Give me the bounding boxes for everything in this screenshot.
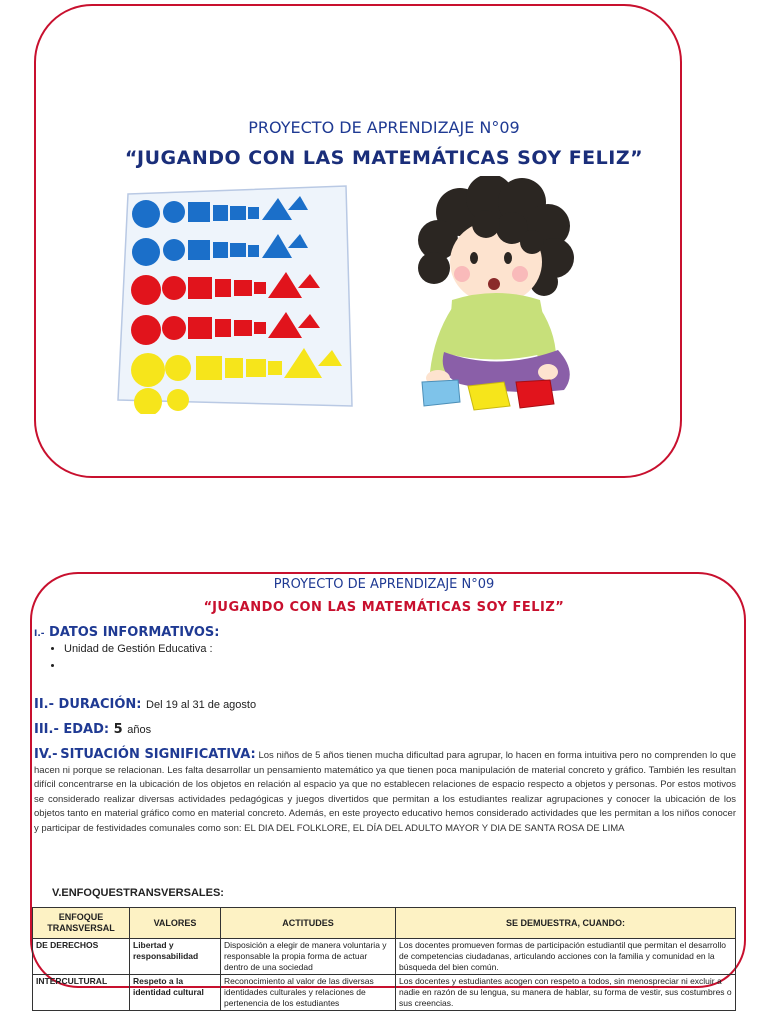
table-cell: DE DERECHOS	[33, 939, 130, 975]
table-row	[33, 939, 736, 975]
duration-value: Del 19 al 31 de agosto	[146, 699, 257, 711]
section-2-heading	[34, 697, 256, 712]
cover-title: PROYECTO DE APRENDIZAJE N°09	[248, 118, 520, 137]
column-header: VALORES	[130, 908, 221, 939]
section-3-title: EDAD:	[63, 722, 110, 737]
section-1-title: DATOS INFORMATIVOS:	[49, 625, 220, 640]
child-playing-illustration	[408, 176, 584, 412]
table-cell: INTERCULTURAL	[33, 975, 130, 1011]
section-4-title: SITUACIÓN SIGNIFICATIVA:	[60, 747, 256, 762]
section-2-number: II.-	[34, 697, 55, 712]
section-4-number: IV.-	[34, 747, 58, 762]
table-cell: Los docentes y estudiantes acogen con respeto a todos, sin menospreciar ni excluir a nadie en razón de su lengua, su manera de hablar, su forma de vestir, sus costumbres o sus creencias.	[396, 975, 736, 1011]
section-3-number: III.-	[34, 722, 59, 737]
table-row	[33, 975, 736, 1011]
column-header: ENFOQUE TRANSVERSAL	[33, 908, 130, 939]
section-5-title: V.ENFOQUESTRANSVERSALES:	[52, 887, 224, 899]
cover-subtitle: “JUGANDO CON LAS MATEMÁTICAS SOY FELIZ”	[124, 147, 644, 169]
section-3-heading	[34, 722, 151, 737]
age-unit: años	[127, 724, 152, 736]
situation-text: Los niños de 5 años tienen mucha dificultad para agrupar, lo hacen en forma intuitiva pero no comprenden lo que hacen ni porque se relacionan. Les falta desarrollar un pensamiento matemático ya que tienen poca manipulación de material concreto y gráfico. También les resultan difícil concentrarse en la ubicación de los objetos en relación al espacio ya que no establecen relaciones de espacio respecto a objetos y personas. Por estos motivos se considerado realizar diversas actividades pedagógicas y juegos divertidos que permitan a los estudiantes realizar agrupaciones y conocer la ubicación de los objetos tanto en material gráfico como en material concreto. Además, en este proyecto educativo hemos considerado actividades que les permitan a los niños conocer y participar de festividades comunales como son: EL DIA DEL FOLKLORE, EL DÍA DEL ADULTO MAYOR Y DIA DE SANTA ROSA DE LIMA	[34, 750, 736, 834]
table-cell: Los docentes promueven formas de participación estudiantil que permitan el desarrollo de competencias ciudadanas, articulando acciones con la familia y comunidad en la búsqueda del bien común.	[396, 939, 736, 975]
attribute-blocks-illustration	[116, 178, 356, 414]
page2-subtitle: “JUGANDO CON LAS MATEMÁTICAS SOY FELIZ”	[203, 600, 565, 615]
age-value: 5	[113, 722, 123, 737]
column-header: SE DEMUESTRA, CUANDO:	[396, 908, 736, 939]
table-cell: Libertad y responsabilidad	[130, 939, 221, 975]
section-4-paragraph	[34, 748, 736, 837]
table-header-row	[33, 908, 736, 939]
enfoques-table	[32, 907, 736, 1011]
table-cell: Disposición a elegir de manera voluntaria y responsable la propia forma de actuar dentro de una sociedad	[221, 939, 396, 975]
datos-list	[50, 641, 213, 675]
table-cell: Respeto a la identidad cultural	[130, 975, 221, 1011]
list-item	[64, 658, 213, 675]
section-1-number: I.-	[34, 629, 45, 639]
table-cell: Reconocimiento al valor de las diversas identidades culturales y relaciones de pertenencia de los estudiantes	[221, 975, 396, 1011]
list-item: • Unidad de Gestión Educativa :	[64, 641, 213, 658]
column-header: ACTITUDES	[221, 908, 396, 939]
section-1-heading	[34, 625, 220, 640]
page2-title: PROYECTO DE APRENDIZAJE N°09	[273, 577, 495, 592]
section-2-title: DURACIÓN:	[58, 697, 142, 712]
